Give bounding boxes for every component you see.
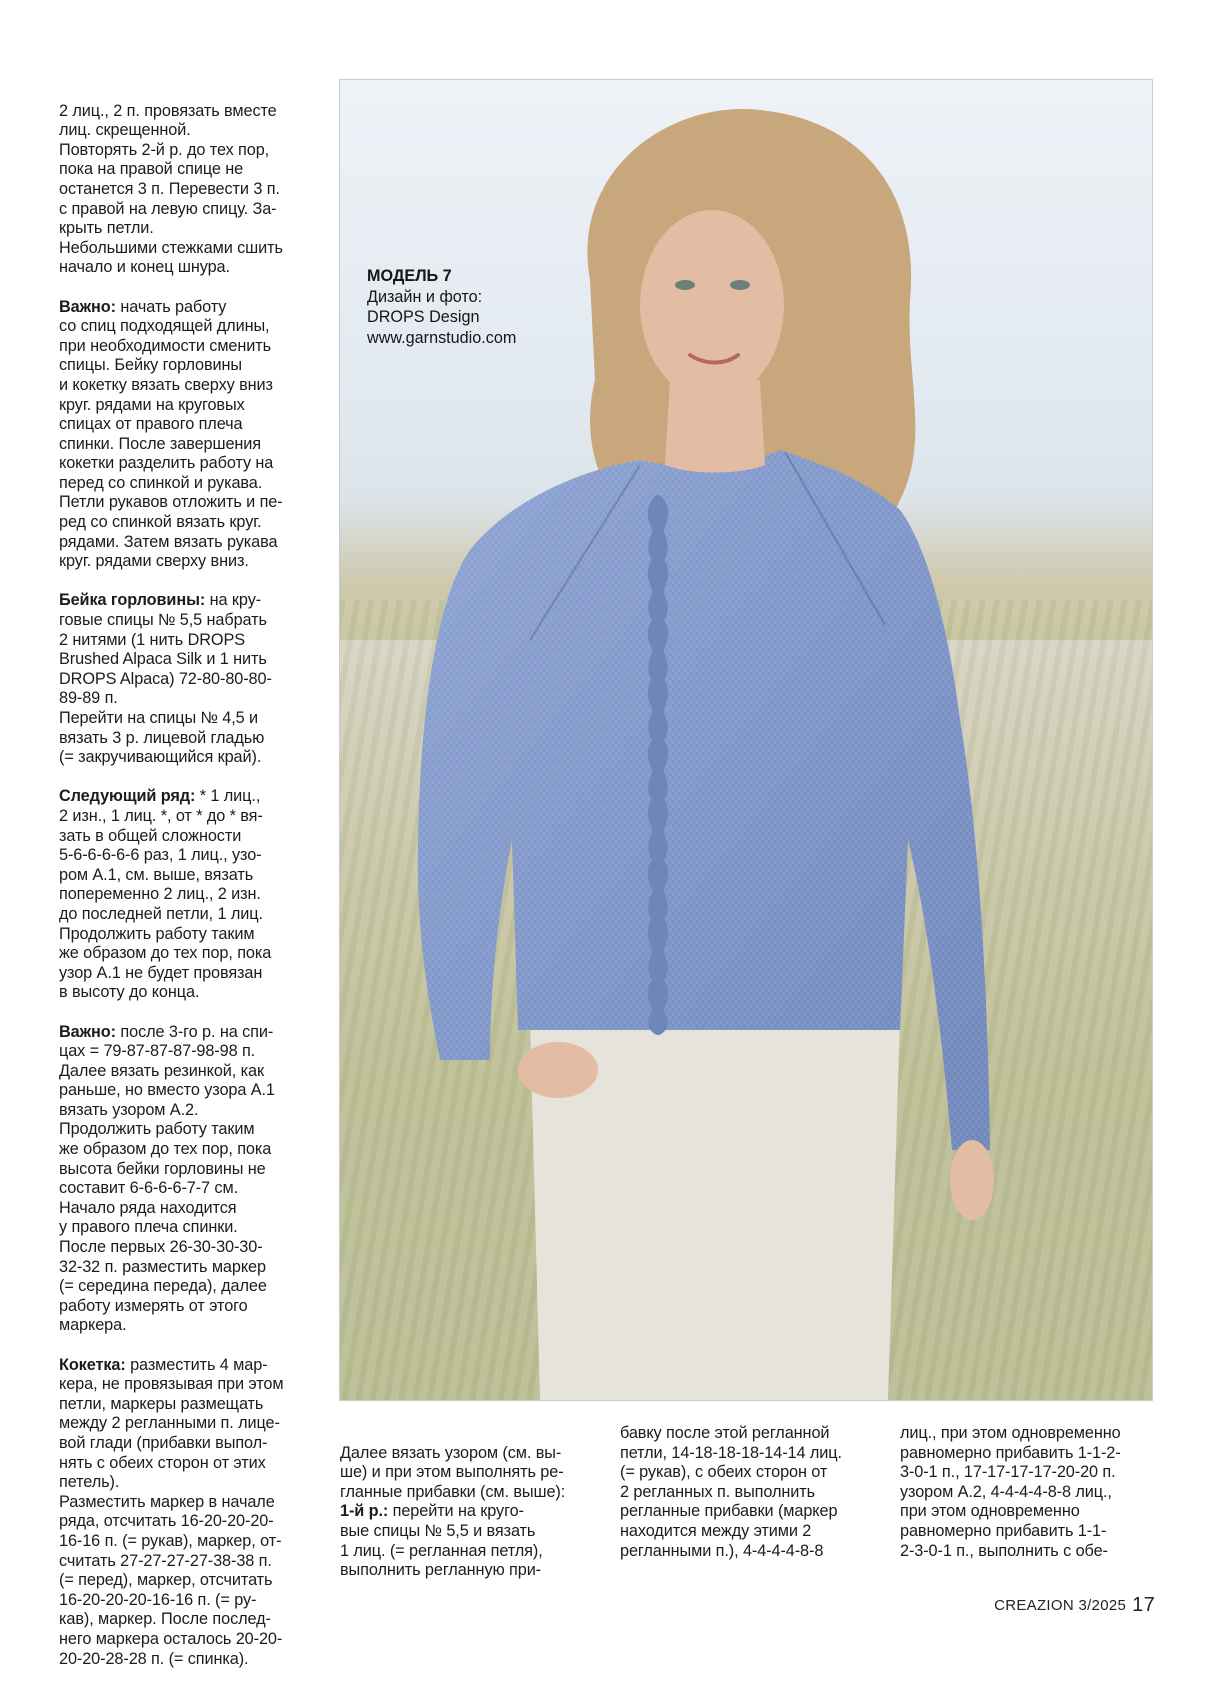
instructions-column-bottom-3: лиц., при этом одновременно равномерно прибавить 1-1-2- 3-0-1 п., 17-17-17-17-20-20 п. узором А.2, 4-4-4-4-8-8 лиц., при этом одновременно равномерно прибавить 1-1- 2-3-0-1 п., выполнить с обе- (900, 1424, 1121, 1560)
caption-title: МОДЕЛЬ 7 (367, 267, 452, 285)
photo-caption (367, 266, 627, 348)
paragraph-heading: Кокетка: (59, 1355, 126, 1374)
eye (675, 280, 695, 290)
cable-pattern (653, 500, 664, 1030)
paragraph-heading: Следующий ряд: (59, 787, 196, 806)
instructions-column-left (59, 82, 321, 1689)
instructions-column-bottom-1: Далее вязать узором (см. вы- ше) и при этом выполнять ре- гланные прибавки (см. выше): 1-й р.: перейти на круго- вые спицы № 5,5 и вязать 1 лиц. (= регланная петля), выполнить регланную при- (340, 1443, 566, 1580)
paragraph: 2 лиц., 2 п. провязать вместе лиц. скрещенной. Повторять 2-й р. до тех пор, пока на правой спице не останется 3 п. Перевести 3 п. с правой на левую спицу. За- крыть петли. Небольшими стежками сшить начало и конец шнура. (59, 101, 283, 277)
caption-link: www.garnstudio.com (367, 328, 517, 347)
page-number: 17 (1132, 1594, 1155, 1616)
paragraph-heading: 1-й р.: (340, 1502, 389, 1521)
paragraph: Следующий ряд: * 1 лиц., 2 изн., 1 лиц. *, от * до * вя- зать в общей сложности 5-6-6-6-6-6 раз, 1 лиц., узо- ром А.1, см. выше, вязать попеременно 2 лиц., 2 изн. до последней петли, 1 лиц. Продолжить работу таким же образом до тех пор, пока узор А.1 не будет провязан в высоту до конца. (59, 787, 272, 1002)
instructions-column-bottom-2: бавку после этой регланной петли, 14-18-18-18-14-14 лиц. (= рукав), с обеих сторон от 2 регланных п. выполнить регланные прибавки (маркер находится между этими 2 регланными п.), 4-4-4-4-8-8 (620, 1424, 842, 1560)
paragraph-heading: Важно: (59, 1022, 116, 1041)
paragraph: Бейка горловины: на кру- говые спицы № 5,5 набрать 2 нитями (1 нить DROPS Brushed Alpaca Silk и 1 нить DROPS Alpaca) 72-80-80-80- 89-89 п. Перейти на спицы № 4,5 и вязать 3 р. лицевой гладью (= закручивающийся край). (59, 591, 272, 767)
paragraph-heading: Бейка горловины: (59, 591, 206, 610)
magazine-issue: CREAZION 3/2025 (994, 1597, 1127, 1614)
page-footer (980, 1594, 1155, 1617)
paragraph: Важно: начать работу со спиц подходящей длины, при необходимости сменить спицы. Бейку горловины и кокетку вязать сверху вниз круг. рядами на круговых спицах от правого плеча спинки. После завершения кокетки разделить работу на перед со спинкой и рукава. Петли рукавов отложить и пе- ред со спинкой вязать круг. рядами. Затем вязать рукава круг. рядами сверху вниз. (59, 297, 283, 571)
paragraph-heading: Важно: (59, 297, 116, 316)
model-photo (340, 80, 1152, 1400)
caption-line: DROPS Design (367, 308, 480, 326)
paragraph: Важно: после 3-го р. на спи- цах = 79-87-87-87-98-98 п. Далее вязать резинкой, как раньше, но вместо узора А.1 вязать узором А.2. Продолжить работу таким же образом до тех пор, пока высота бейки горловины не составит 6-6-6-6-7-7 см. Начало ряда находится у правого плеча спинки. После первых 26-30-30-30- 32-32 п. разместить маркер (= середина переда), далее работу измерять от этого маркера. (59, 1022, 275, 1335)
eye (730, 280, 750, 290)
hand (518, 1042, 598, 1098)
hand (950, 1140, 994, 1220)
paragraph: Кокетка: разместить 4 мар- кера, не провязывая при этом петли, маркеры размещать между 2 регланными п. лице- вой глади (прибавки выпол- нять с обеих сторон от этих петель). Разместить маркер в начале ряда, отсчитать 16-20-20-20- 16-16 п. (= рукав), маркер, от- считать 27-27-27-27-38-38 п. (= перед), маркер, отсчитать 16-20-20-20-16-16 п. (= ру- кав), маркер. После послед- него маркера осталось 20-20- 20-20-28-28 п. (= спинка). (59, 1355, 284, 1668)
caption-line: Дизайн и фото: (367, 287, 483, 306)
face (640, 210, 784, 400)
